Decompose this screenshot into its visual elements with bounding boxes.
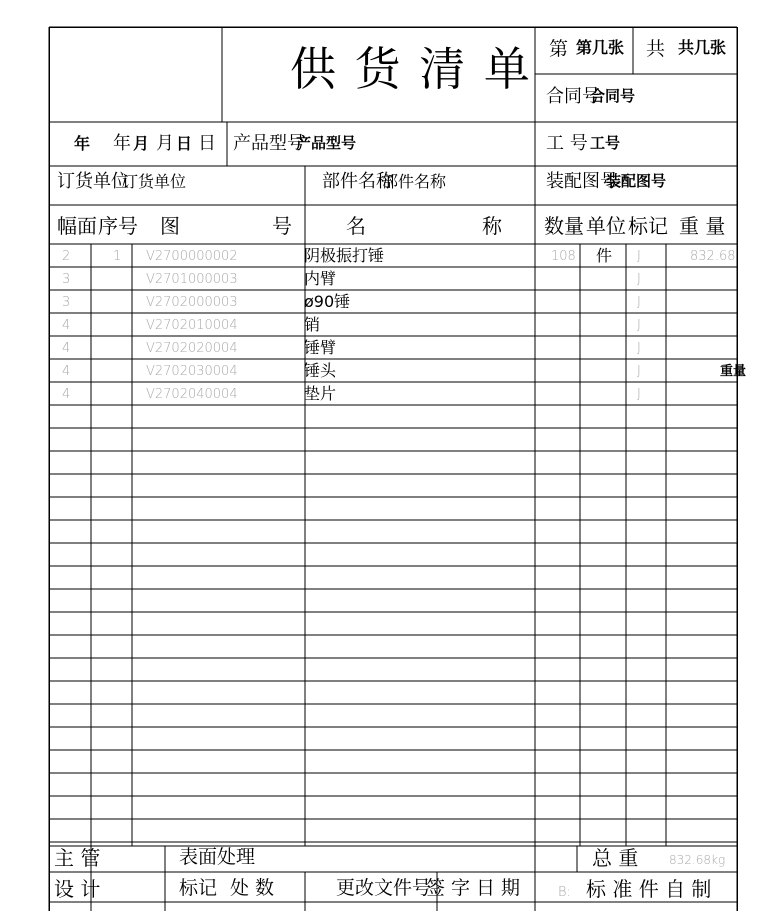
cell-name: 内臂 (304, 269, 337, 288)
cell-drawing-no: V2700000002 (146, 249, 238, 264)
footer-place-count: 处 数 (230, 877, 275, 899)
cell-mark: J (637, 272, 641, 287)
assembly-drawing-label: 装配图号 (546, 171, 618, 192)
footer-mark: 标记 (179, 877, 218, 899)
date-month-label: 月 (133, 134, 150, 153)
sheet-total-label: 共 (646, 38, 666, 60)
cell-unit: 件 (596, 246, 613, 265)
col-header-name-2: 称 (482, 214, 502, 238)
col-header-drawing-2: 号 (272, 214, 292, 238)
form-grid-lines (49, 27, 737, 911)
cell-mark: J (637, 387, 641, 402)
date-year-value: 年 (113, 133, 131, 154)
cell-sheet-size: 4 (62, 318, 71, 333)
col-header-qty: 数量 (544, 214, 584, 238)
cell-mark: J (637, 341, 641, 356)
cell-mark: J (637, 249, 641, 264)
order-unit-value: 订货单位 (122, 172, 187, 191)
cell-drawing-no: V2702000003 (146, 295, 238, 310)
col-header-mark: 标记 (628, 214, 668, 238)
form-title: 供 货 清 单 (290, 42, 532, 96)
sheet-no-label: 第 (549, 38, 569, 60)
contract-value: 合同号 (590, 87, 636, 105)
footer-signature: 签 字 (426, 877, 471, 899)
col-header-name-1: 名 (346, 214, 366, 238)
cell-name: 销 (304, 315, 321, 334)
order-unit-label: 订货单位 (57, 171, 129, 192)
footer-total-weight-value: 832.68kg (669, 853, 726, 867)
cell-mark: J (637, 318, 641, 333)
assembly-drawing-value: 装配图号 (606, 172, 667, 190)
part-name-label: 部件名称 (322, 171, 394, 192)
date-day-value: 日 (198, 133, 216, 154)
cell-name: 阴极振打锤 (304, 246, 385, 265)
cell-drawing-no: V2702020004 (146, 341, 238, 356)
contract-label: 合同号 (546, 86, 600, 107)
cell-qty: 108 (551, 249, 576, 264)
product-model-value: 产品型号 (296, 134, 357, 152)
cell-sheet-size: 4 (62, 387, 71, 402)
col-header-seq: 序号 (98, 214, 138, 238)
cell-sheet-size: 2 (62, 249, 71, 264)
footer-surface-treatment: 表面处理 (179, 846, 256, 868)
cell-name: 锤头 (304, 361, 337, 380)
cell-name: 垫片 (304, 384, 337, 403)
cell-drawing-no: V2702040004 (146, 387, 238, 402)
cell-sheet-size: 3 (62, 295, 71, 310)
footer-design: 设 计 (54, 877, 101, 901)
col-header-sheet-size: 幅面 (57, 214, 97, 238)
work-no-value: 工号 (590, 134, 621, 152)
footer-supervisor: 主 管 (54, 846, 101, 870)
cell-seq: 1 (113, 249, 122, 264)
cell-sheet-size: 4 (62, 341, 71, 356)
footer-date: 日 期 (476, 877, 521, 899)
sheet-total-value: 共几张 (678, 38, 727, 57)
cell-weight: 832.68 (690, 249, 736, 264)
footer-b-label: B: (558, 885, 571, 900)
footer-total-weight-label: 总 重 (592, 846, 639, 870)
col-header-unit: 单位 (586, 214, 626, 238)
cell-sheet-size: 3 (62, 272, 71, 287)
cell-sheet-size: 4 (62, 364, 71, 379)
date-day-label: 日 (176, 134, 193, 153)
footer-change-doc-no: 更改文件号 (336, 877, 432, 899)
part-name-value: 部件名称 (382, 172, 447, 191)
date-year-label: 年 (74, 134, 91, 153)
stray-weight-label: 重量 (720, 364, 747, 379)
product-model-label: 产品型号 (233, 133, 305, 154)
col-header-drawing-1: 图 (160, 214, 180, 238)
sheet-no-value: 第几张 (576, 38, 625, 57)
cell-mark: J (637, 364, 641, 379)
cell-drawing-no: V2701000003 (146, 272, 238, 287)
footer-standard-self-made: 标 准 件 自 制 (586, 877, 712, 901)
col-header-weight: 重 量 (679, 214, 726, 238)
cell-drawing-no: V2702030004 (146, 364, 238, 379)
cell-name: 锤臂 (304, 338, 337, 357)
date-month-value: 月 (156, 133, 174, 154)
cell-name: ø90锤 (304, 292, 351, 311)
work-no-label: 工 号 (546, 133, 588, 154)
cell-drawing-no: V2702010004 (146, 318, 238, 333)
cell-mark: J (637, 295, 641, 310)
